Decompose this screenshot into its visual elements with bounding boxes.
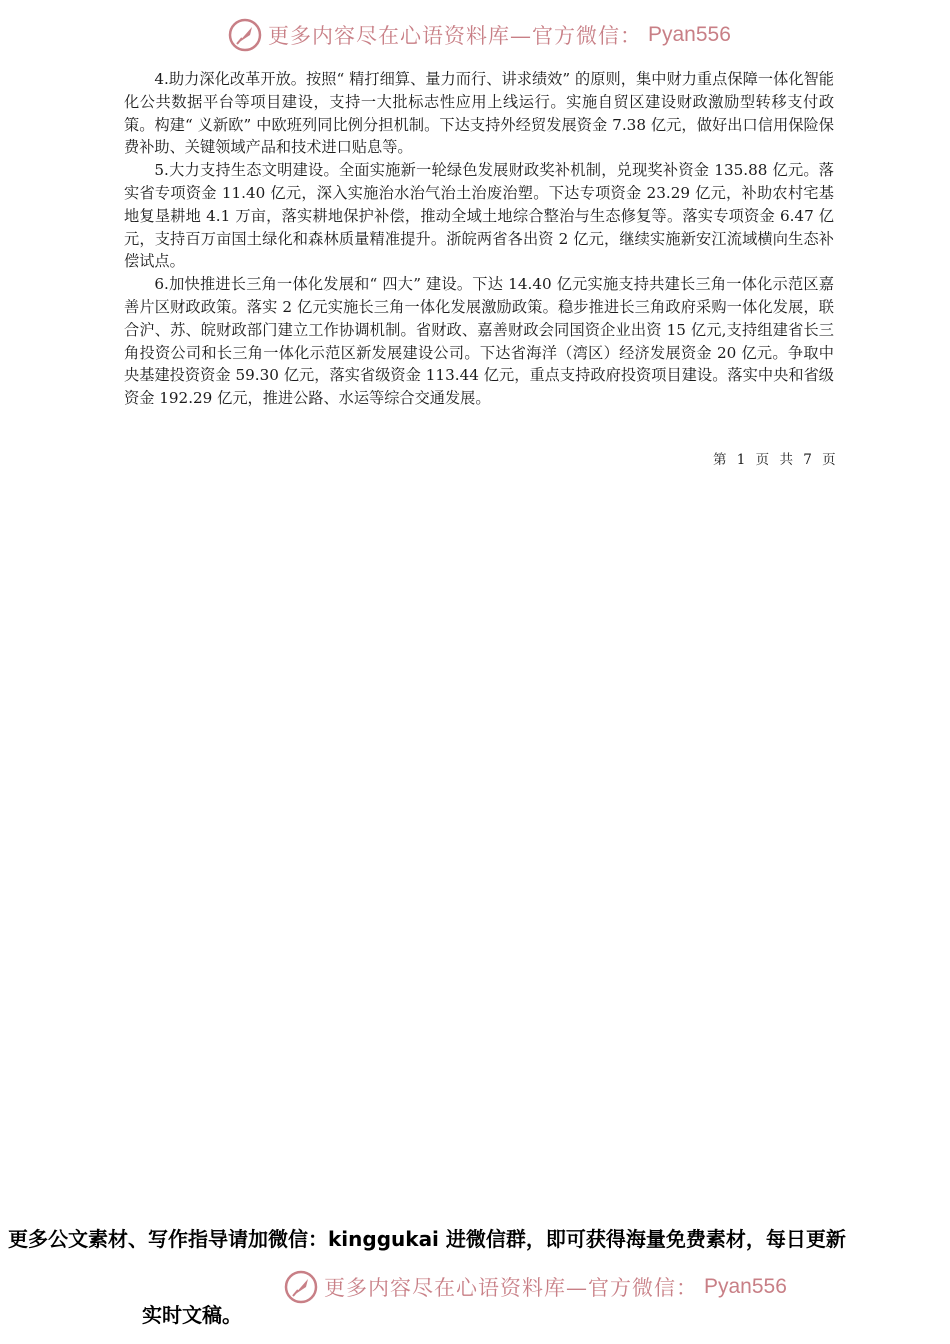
quill-logo-icon: [228, 18, 262, 52]
watermark-text: 更多内容尽在心语资料库—官方微信：: [324, 1276, 698, 1300]
watermark-top: [228, 18, 731, 52]
watermark-wechat: Pyan556: [704, 1275, 787, 1298]
watermark-wechat: Pyan556: [648, 23, 731, 46]
paragraph-5: 5.大力支持生态文明建设。全面实施新一轮绿色发展财政奖补机制，兑现奖补资金 135.88 亿元。落实省专项资金 11.40 亿元，深入实施治水治气治土治废治塑。下达专项资金 23.29 亿元，补助农村宅基地复垦耕地 4.1 万亩，落实耕地保护补偿，推动全域土地综合整治与生态修复等。落实专项资金 6.47 亿元，支持百万亩国土绿化和森林质量精准提升。浙皖两省各出资 2 亿元，继续实施新安江流域横向生态补偿试点。: [124, 161, 834, 271]
page-number: 第 1 页 共 7 页: [713, 452, 837, 468]
quill-logo-icon: [284, 1270, 318, 1304]
document-body: [124, 68, 834, 410]
paragraph-6: 6.加快推进长三角一体化发展和“ 四大” 建设。下达 14.40 亿元实施支持共建长三角一体化示范区嘉善片区财政政策。落实 2 亿元实施长三角一体化发展激励政策。稳步推进长三角政府采购一体化发展，联合沪、苏、皖财政部门建立工作协调机制。省财政、嘉善财政会同国资企业出资 15 亿元,支持组建省长三角投资公司和长三角一体化示范区新发展建设公司。下达省海洋（湾区）经济发展资金 20 亿元。争取中央基建投资资金 59.30 亿元，落实省级资金 113.44 亿元，重点支持政府投资项目建设。落实中央和省级资金 192.29 亿元，推进公路、水运等综合交通发展。: [124, 275, 834, 408]
promo-line-1: 更多公文素材、写作指导请加微信：kinggukai 进微信群，即可获得海量免费素材，每日更新: [8, 1227, 846, 1251]
watermark-bottom: [284, 1270, 787, 1304]
paragraph-4: 4.助力深化改革开放。按照“ 精打细算、量力而行、讲求绩效” 的原则，集中财力重点保障一体化智能化公共数据平台等项目建设，支持一大批标志性应用上线运行。实施自贸区建设财政激励型转移支付政策。构建“ 义新欧” 中欧班列同比例分担机制。下达支持外经贸发展资金 7.38 亿元，做好出口信用保险保费补助、关键领域产品和技术进口贴息等。: [124, 70, 834, 157]
promo-line-2: 实时文稿。: [142, 1303, 242, 1327]
watermark-text: 更多内容尽在心语资料库—官方微信：: [268, 24, 642, 48]
